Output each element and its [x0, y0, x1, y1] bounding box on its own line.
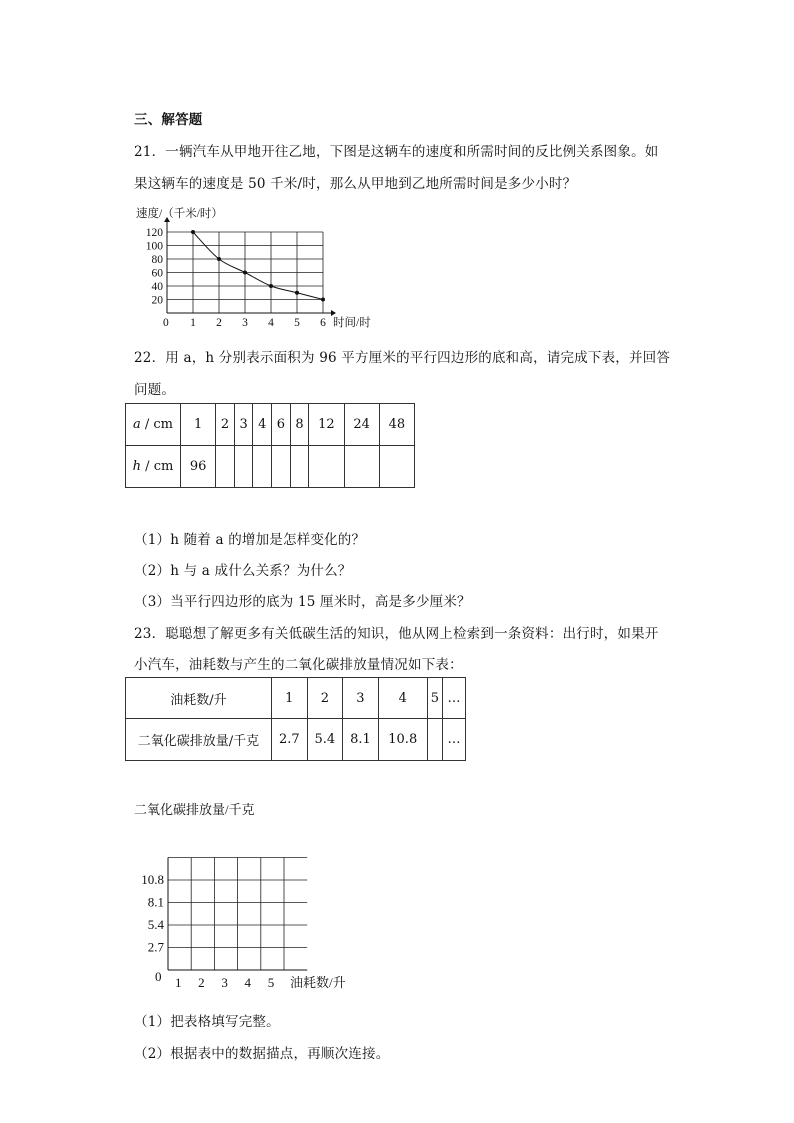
q23-sub1: （1）把表格填写完整。: [134, 1014, 280, 1030]
table-cell: 1: [181, 404, 216, 446]
row-header-h: h / cm: [126, 446, 181, 488]
table-cell[interactable]: [272, 446, 291, 488]
q23-text-line1: 23．聪聪想了解更多有关低碳生活的知识，他从网上检索到一条资料：出行时，如果开: [134, 626, 659, 642]
q22-text-line2: 问题。: [134, 382, 176, 398]
table-cell[interactable]: [234, 446, 253, 488]
table-cell[interactable]: [379, 446, 414, 488]
q22-text-line1: 22．用 a，h 分别表示面积为 96 平方厘米的平行四边形的底和高，请完成下表，并回答: [134, 350, 671, 366]
table-cell[interactable]: [344, 446, 379, 488]
data-point: [321, 298, 325, 302]
table-cell: 8.1: [343, 719, 379, 761]
x-tick-label: 1: [190, 317, 196, 329]
x-tick-label: 2: [198, 975, 205, 990]
origin-label: 0: [163, 317, 169, 329]
q23-sub2: （2）根据表中的数据描点，再顺次连接。: [134, 1046, 390, 1062]
data-point: [191, 230, 195, 234]
q22-sub1: （1）h 随着 a 的增加是怎样变化的？: [134, 532, 366, 548]
table-cell: 6: [272, 404, 291, 446]
y-tick-label: 40: [151, 281, 163, 293]
y-tick-label: 80: [151, 254, 163, 266]
q23-table: [125, 677, 466, 761]
chart-tick-labels: [146, 227, 326, 329]
table-cell[interactable]: [290, 446, 309, 488]
chart-grid: [168, 858, 307, 971]
q21-text-line1: 21．一辆汽车从甲地开往乙地，下图是这辆车的速度和所需时间的反比例关系图象。如: [134, 144, 659, 160]
data-point: [243, 271, 247, 275]
data-curve: [193, 232, 323, 300]
x-tick-label: 3: [242, 317, 248, 329]
table-cell: …: [443, 678, 466, 719]
table-cell: 24: [344, 404, 379, 446]
table-cell[interactable]: [309, 446, 344, 488]
y-tick-label: 10.8: [141, 872, 164, 887]
q22-sub2: （2）h 与 a 成什么关系？为什么？: [134, 563, 352, 579]
table-cell: 4: [378, 678, 427, 719]
q21-text-line2: 果这辆车的速度是 50 千米/时，那么从甲地到乙地所需时间是多少小时？: [134, 176, 577, 192]
table-cell: 5.4: [307, 719, 343, 761]
table-row: [126, 404, 415, 446]
table-cell: 12: [309, 404, 344, 446]
table-row: [126, 719, 466, 761]
origin-label: 0: [155, 969, 162, 984]
x-tick-label: 4: [268, 317, 274, 329]
row-header-co2: 二氧化碳排放量/千克: [126, 719, 272, 761]
table-cell[interactable]: [427, 719, 442, 761]
x-axis-arrow: [331, 310, 336, 316]
data-points: [191, 230, 325, 302]
table-cell: 1: [272, 678, 308, 719]
y-tick-label: 60: [151, 267, 163, 280]
data-point: [295, 291, 299, 295]
x-tick-label: 4: [244, 975, 252, 990]
table-cell: 2.7: [272, 719, 308, 761]
co2-fuel-chart: [134, 798, 374, 993]
x-tick-label: 1: [174, 975, 182, 990]
table-cell: 3: [343, 678, 379, 719]
data-point: [217, 257, 221, 261]
table-row: [126, 678, 466, 719]
y-tick-label: 2.7: [147, 939, 164, 955]
table-cell: 4: [253, 404, 272, 446]
q23-text-line2: 小汽车，油耗数与产生的二氧化碳排放量情况如下表：: [134, 657, 463, 673]
table-cell: 5: [427, 678, 442, 719]
x-tick-label: 3: [221, 975, 228, 990]
speed-time-chart: [134, 200, 394, 335]
table-cell: …: [443, 719, 466, 761]
q22-table: [125, 403, 415, 488]
row-header-a: a / cm: [126, 404, 181, 446]
q22-sub3: （3）当平行四边形的底为 15 厘米时，高是多少厘米？: [134, 594, 471, 610]
x-tick-label: 5: [294, 317, 300, 329]
x-tick-label: 2: [216, 317, 222, 329]
y-tick-label: 120: [145, 227, 163, 239]
table-cell: 8: [290, 404, 309, 446]
x-tick-label: 6: [320, 317, 326, 329]
table-cell: 10.8: [378, 719, 427, 761]
x-axis-label: 时间/时: [333, 317, 371, 329]
y-tick-label: 8.1: [147, 894, 164, 910]
y-tick-label: 100: [145, 240, 163, 253]
table-cell: 2: [216, 404, 235, 446]
y-tick-label: 20: [151, 294, 163, 307]
table-cell: 2: [307, 678, 343, 719]
x-axis-label: 油耗数/升: [290, 975, 346, 990]
table-cell: 96: [181, 446, 216, 488]
table-cell[interactable]: [216, 446, 235, 488]
x-tick-label: 5: [267, 975, 275, 990]
y-axis-label: 速度/（千米/时）: [136, 208, 223, 220]
y-tick-label: 5.4: [147, 917, 164, 932]
data-point: [269, 284, 273, 288]
section-title: 三、解答题: [134, 112, 203, 128]
table-cell: 48: [379, 404, 414, 446]
y-axis-label: 二氧化碳排放量/千克: [134, 802, 255, 817]
table-cell[interactable]: [253, 446, 272, 488]
table-cell: 3: [234, 404, 253, 446]
row-header-fuel: 油耗数/升: [126, 678, 272, 719]
table-row: [126, 446, 415, 488]
